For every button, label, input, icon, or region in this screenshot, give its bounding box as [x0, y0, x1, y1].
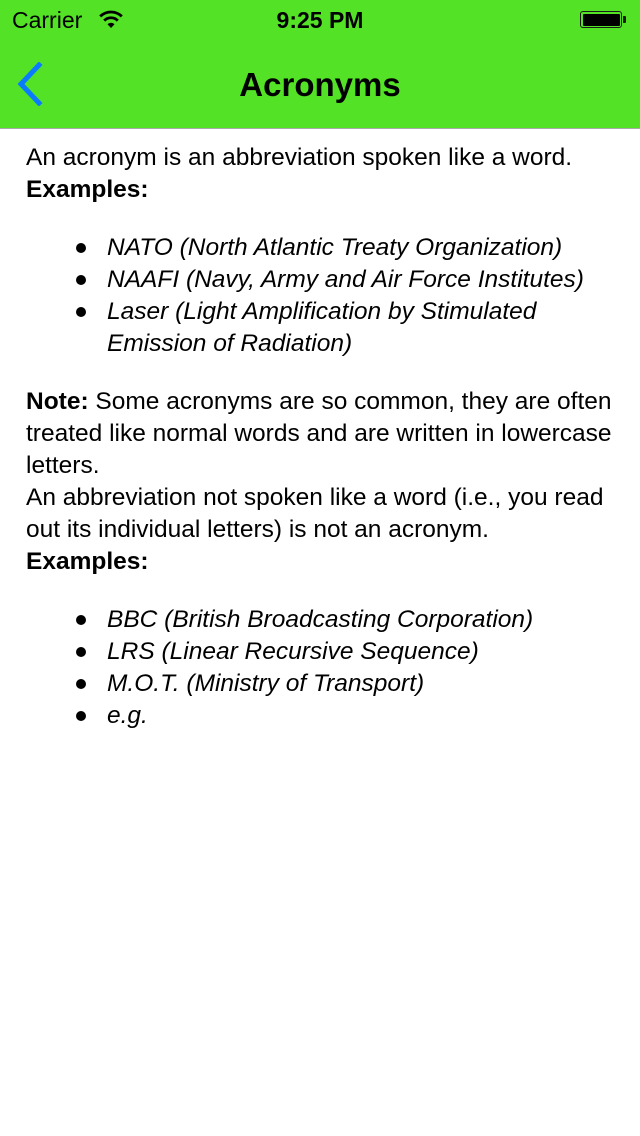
note-text: Some acronyms are so common, they are often treated like normal words and are written in lowercase letters.: [26, 388, 612, 479]
bullet-icon: [76, 615, 86, 625]
bullet-icon: [76, 711, 86, 721]
list-item-text: LRS (Linear Recursive Sequence): [107, 638, 479, 665]
list-item: [26, 700, 626, 732]
list-item-text: NAAFI (Navy, Army and Air Force Institutes): [107, 266, 584, 293]
list-item-text: M.O.T. (Ministry of Transport): [107, 670, 425, 697]
non-acronym-text: An abbreviation not spoken like a word (i.e., you read out its individual letters) is not an acronym.: [26, 484, 604, 543]
list-item: [26, 668, 626, 700]
acronym-examples-list: [26, 232, 626, 360]
list-item-text: Laser (Light Amplification by Stimulated Emission of Radiation): [107, 298, 537, 357]
header: [0, 0, 640, 129]
non-acronym-examples-list: [26, 604, 626, 732]
status-time: 9:25 PM: [276, 7, 364, 33]
list-item: [26, 636, 626, 668]
examples-heading: Examples:: [26, 548, 149, 575]
examples-heading: Examples:: [26, 176, 149, 203]
bullet-icon: [76, 679, 86, 689]
carrier-label: Carrier: [12, 7, 83, 33]
list-item: [26, 296, 626, 360]
bullet-icon: [76, 275, 86, 285]
bullet-icon: [76, 307, 86, 317]
bullet-icon: [76, 647, 86, 657]
note-label: Note:: [26, 388, 89, 415]
list-item-text: BBC (British Broadcasting Corporation): [107, 606, 534, 633]
list-item-text: NATO (North Atlantic Treaty Organization): [107, 234, 563, 261]
battery-icon: [580, 11, 622, 28]
list-item-text: e.g.: [107, 702, 148, 729]
navigation-bar: [0, 40, 640, 128]
list-item: [26, 604, 626, 636]
content-body: [26, 142, 626, 732]
list-item: [26, 232, 626, 264]
battery-tip: [623, 16, 626, 23]
note-paragraph: [26, 386, 626, 482]
page-title: Acronyms: [239, 66, 401, 103]
bullet-icon: [76, 243, 86, 253]
battery-level: [583, 14, 620, 26]
list-item: [26, 264, 626, 296]
intro-text: An acronym is an abbreviation spoken like a word.: [26, 144, 573, 171]
status-bar: [0, 0, 640, 40]
